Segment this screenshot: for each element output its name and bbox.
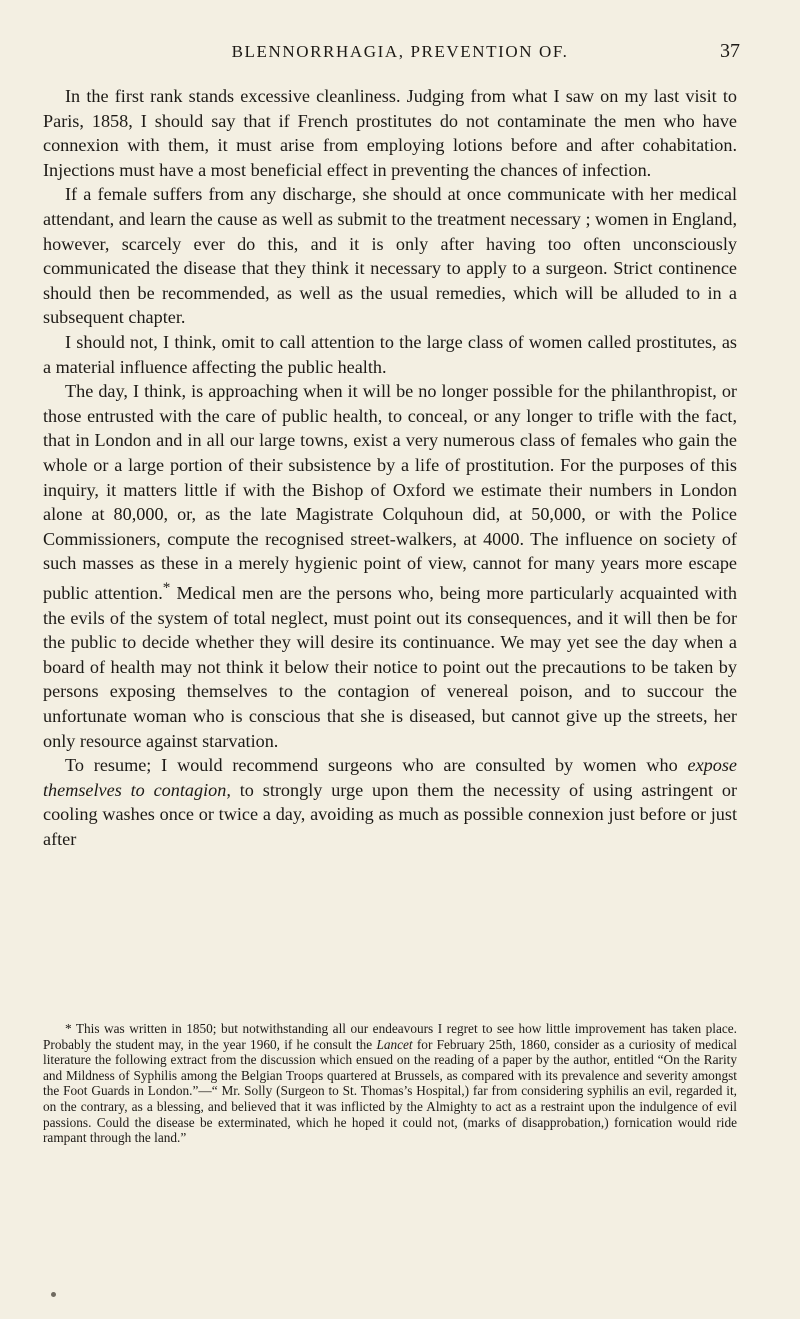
paragraph	[43, 379, 737, 753]
page-number: 37	[720, 40, 740, 62]
footnote-text: * This was written in 1850; but notwithstanding all our endeavours I regret to see how little improvement has taken place. Probably the student may, in the year 1960, if he consult the	[43, 1021, 737, 1052]
footnote-text: for February 25th, 1860, consider as a curiosity of medical literature the following extract from the discussion which ensued on the reading of a paper by the author, entitled “On the Rarity and Mildness of Syphilis among the Belgian Troops quartered at Brussels, as compared with its prevalence and severity amongst the Foot Guards in London.”—“ Mr. Solly (Surgeon to St. Thomas’s Hospital,) far from considering syphilis an evil, regarded it, on the contrary, as a blessing, and believed that it was inflicted by the Almighty to act as a restraint upon the indulgence of evil passions. Could the disease be exterminated, which he hoped it could not, (marks of disapprobation,) fornication would ride rampant through the land.”	[43, 1036, 737, 1146]
footnote-italic: Lancet	[376, 1036, 413, 1052]
paragraph-text: To resume; I would recommend surgeons who are consulted by women who	[65, 755, 688, 776]
paragraph: In the first rank stands excessive cleanliness. Judging from what I saw on my last visit to Paris, 1858, I should say that if French prostitutes do not contaminate the men who have connexion with them, it must arise from employing lotions before and after cohabitation. Injections must have a most beneficial effect in preventing the chances of infection.	[43, 86, 737, 180]
running-title: BLENNORRHAGIA, PREVENTION OF.	[231, 42, 569, 61]
footnote-reference: *	[162, 578, 171, 596]
italic-phrase: expose themselves to contagion,	[43, 755, 737, 800]
paragraph	[43, 753, 737, 851]
body-text	[43, 84, 737, 851]
footnote-paragraph	[43, 1021, 737, 1146]
ink-speck	[51, 1292, 56, 1297]
paragraph-text: to strongly urge upon them the necessity of using astringent or cooling washes once or twice a day, avoiding as much as possible connexion just before or just after	[43, 779, 737, 849]
running-head	[60, 40, 740, 64]
paragraph-text: Medical men are the persons who, being more particularly acquainted with the evils of the system of total neglect, must point out its consequences, and it will then be for the public to decide whether they will desire its continuance. We may yet see the day when a board of health may not think it below their notice to point out the precautions to be taken by persons exposing themselves to the contagion of venereal poison, and to succour the unfortunate woman who is conscious that she is diseased, but cannot give up the streets, her only resource against starvation.	[43, 582, 737, 751]
paragraph: I should not, I think, omit to call attention to the large class of women called prostitutes, as a material influence affecting the public health.	[43, 331, 737, 377]
footnote	[43, 1021, 737, 1146]
paragraph-text: The day, I think, is approaching when it will be no longer possible for the philanthropist, or those entrusted with the care of public health, to conceal, or any longer to trifle with the fact, that in London and in all our large towns, exist a very numerous class of females who gain the whole or a large portion of their subsistence by a life of prostitution. For the purposes of this inquiry, it matters little if with the Bishop of Oxford we estimate their numbers in London alone at 80,000, or, as the late Magistrate Colquhoun did, at 50,000, or with the Police Commissioners, compute the recognised street-walkers, at 4000. The influence on society of such masses as these in a merely hygienic point of view, cannot for many years more escape public attention.	[43, 381, 737, 603]
paragraph: If a female suffers from any discharge, she should at once communicate with her medical attendant, and learn the cause as well as submit to the treatment necessary ; women in England, however, scarcely ever do this, and it is only after having too often unconsciously communicated the disease that they think it necessary to apply to a surgeon. Strict continence should then be recommended, as well as the usual remedies, which will be alluded to in a subsequent chapter.	[43, 184, 737, 328]
